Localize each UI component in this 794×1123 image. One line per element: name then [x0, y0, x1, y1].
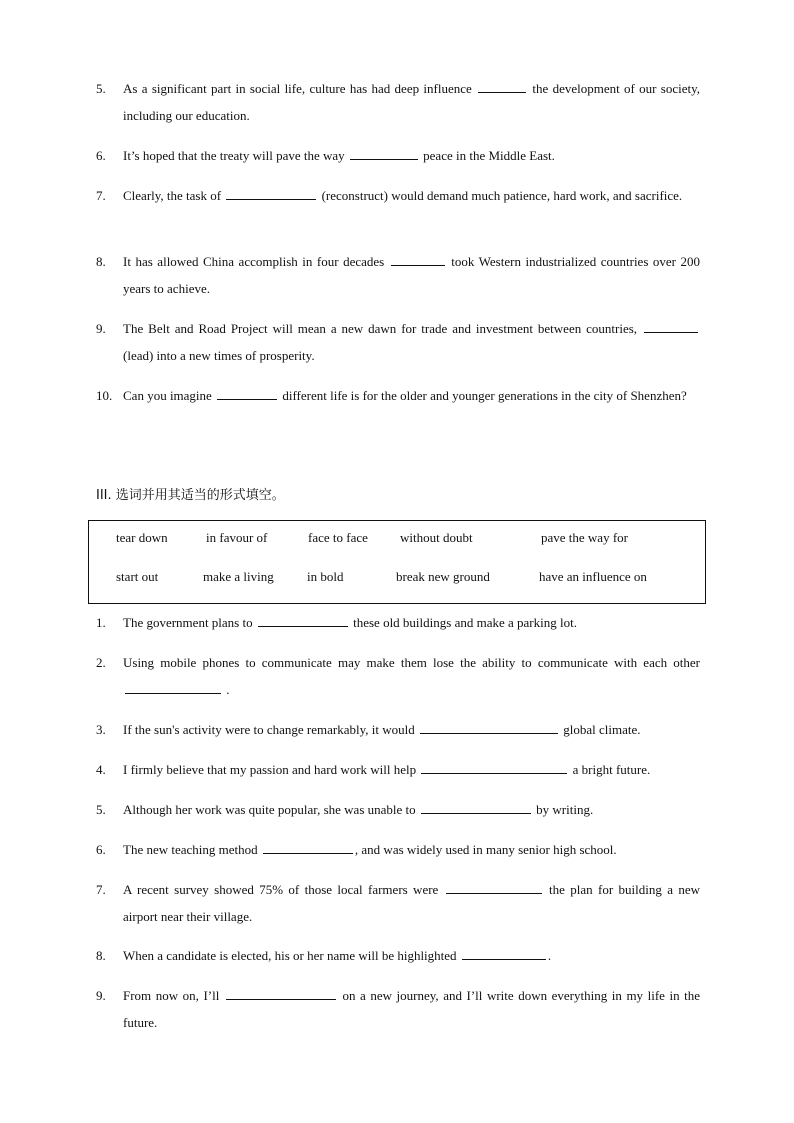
question-text: the development of our society, including our education.: [123, 81, 701, 123]
word-bank-item: have an influence on: [539, 569, 647, 584]
question-text: by writing.: [536, 802, 594, 817]
answer-blank[interactable]: [350, 145, 418, 160]
question-text: Although her work was quite popular, she was unable to: [123, 802, 416, 817]
question-item: [96, 756, 700, 783]
answer-blank[interactable]: [421, 799, 531, 814]
question-text: different life is for the older and younger generations in the city of Shenzhen?: [282, 388, 687, 403]
question-number: 9.: [96, 988, 106, 1003]
question-text: It has allowed China accomplish in four decades: [123, 254, 385, 269]
word-bank-item: in favour of: [206, 530, 268, 545]
question-item: [96, 142, 700, 169]
answer-blank[interactable]: [217, 385, 277, 400]
question-item: [96, 796, 700, 823]
answer-blank[interactable]: [258, 612, 348, 627]
word-bank-item: in bold: [307, 569, 344, 584]
word-bank-item: break new ground: [396, 569, 490, 584]
question-number: 8.: [96, 948, 106, 963]
question-number: 4.: [96, 762, 106, 777]
answer-blank[interactable]: [263, 839, 353, 854]
question-item: [96, 382, 700, 409]
answer-blank[interactable]: [644, 318, 698, 333]
question-item: [96, 649, 700, 703]
question-text: a bright future.: [572, 762, 651, 777]
question-number: 6.: [96, 842, 106, 857]
word-bank-item: pave the way for: [541, 530, 628, 545]
question-text: these old buildings and make a parking lot.: [353, 615, 577, 630]
question-item: [96, 716, 700, 743]
question-text: It’s hoped that the treaty will pave the way: [123, 148, 345, 163]
question-number: 5.: [96, 81, 106, 96]
question-text: peace in the Middle East.: [423, 148, 555, 163]
answer-blank[interactable]: [226, 185, 316, 200]
question-number: 6.: [96, 148, 106, 163]
question-text: on a new journey, and I’ll write down everything in my life in the future.: [123, 988, 701, 1030]
question-number: 5.: [96, 802, 106, 817]
question-item: [96, 609, 700, 636]
question-item: [96, 182, 700, 209]
question-item: [96, 982, 700, 1036]
question-item: [96, 75, 700, 129]
question-text: Using mobile phones to communicate may make them lose the ability to communicate with each other: [123, 655, 700, 670]
question-text: .: [226, 682, 230, 697]
word-bank-item: face to face: [308, 530, 368, 545]
answer-blank[interactable]: [420, 719, 558, 734]
answer-blank[interactable]: [462, 945, 546, 960]
question-text: From now on, I’ll: [123, 988, 220, 1003]
question-text: global climate.: [563, 722, 641, 737]
question-text: Clearly, the task of: [123, 188, 222, 203]
question-text: the plan for building a new airport near their village.: [123, 882, 701, 924]
question-text: The government plans to: [123, 615, 253, 630]
question-text: I firmly believe that my passion and hard work will help: [123, 762, 417, 777]
question-text: Can you imagine: [123, 388, 212, 403]
question-number: 1.: [96, 615, 106, 630]
word-bank-item: tear down: [116, 530, 168, 545]
question-text: If the sun's activity were to change remarkably, it would: [123, 722, 415, 737]
question-text: As a significant part in social life, culture has had deep influence: [123, 81, 472, 96]
question-item: [96, 248, 700, 302]
word-bank-item: make a living: [203, 569, 274, 584]
answer-blank[interactable]: [226, 985, 336, 1000]
question-text: When a candidate is elected, his or her name will be highlighted: [123, 948, 457, 963]
question-number: 8.: [96, 254, 106, 269]
question-number: 7.: [96, 882, 106, 897]
section-heading: III. 选词并用其适当的形式填空。: [96, 488, 285, 503]
question-number: 3.: [96, 722, 106, 737]
question-text: The new teaching method: [123, 842, 258, 857]
word-bank-item: start out: [116, 569, 159, 584]
answer-blank[interactable]: [478, 78, 526, 93]
answer-blank[interactable]: [446, 879, 542, 894]
question-number: 10.: [96, 388, 113, 403]
question-text: , and was widely used in many senior high school.: [354, 842, 617, 857]
question-text: A recent survey showed 75% of those local farmers were: [123, 882, 439, 897]
question-item: [96, 876, 700, 930]
question-number: 7.: [96, 188, 106, 203]
question-text: (reconstruct) would demand much patience, hard work, and sacrifice.: [321, 188, 683, 203]
word-bank-item: without doubt: [400, 530, 473, 545]
question-number: 2.: [96, 655, 106, 670]
question-text: The Belt and Road Project will mean a new dawn for trade and investment between countries,: [123, 321, 638, 336]
question-number: 9.: [96, 321, 106, 336]
question-text: (lead) into a new times of prosperity.: [123, 348, 315, 363]
answer-blank[interactable]: [125, 679, 221, 694]
word-bank: [88, 520, 706, 604]
question-text: took Western industrialized countries over 200 years to achieve.: [123, 254, 701, 296]
answer-blank[interactable]: [391, 251, 445, 266]
answer-blank[interactable]: [421, 759, 567, 774]
question-item: [96, 315, 700, 369]
question-item: [96, 942, 700, 969]
question-item: [96, 836, 700, 863]
question-text: .: [547, 948, 552, 963]
